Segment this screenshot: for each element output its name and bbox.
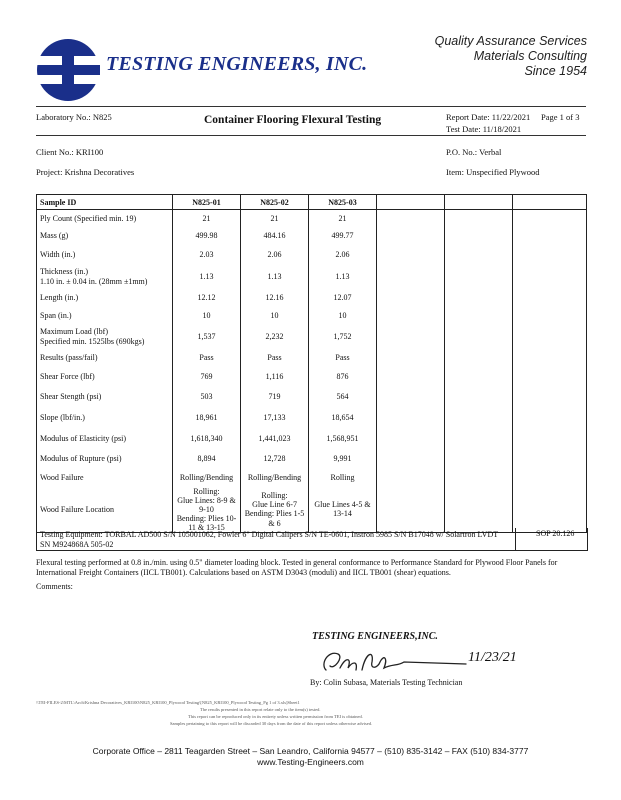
header-rule-bottom xyxy=(36,135,586,136)
row-empty-cell xyxy=(377,407,445,429)
table-row xyxy=(37,469,587,487)
company-name: TESTING ENGINEERS, INC. xyxy=(106,53,368,75)
row-label: Span (in.) xyxy=(37,307,173,325)
row-label: Maximum Load (lbf) Specified min. 1525lbs (690kgs) xyxy=(37,325,173,349)
row-empty-cell xyxy=(377,349,445,367)
row-value: 21 xyxy=(241,210,309,227)
signature-date: 11/23/21 xyxy=(468,650,517,665)
row-empty-cell xyxy=(377,289,445,307)
row-empty-cell xyxy=(445,487,513,533)
company-logo xyxy=(36,38,100,102)
row-label: Ply Count (Specified min. 19) xyxy=(37,210,173,227)
page-number: Page 1 of 3 xyxy=(541,112,580,122)
tagline-line-2: Materials Consulting xyxy=(473,49,587,63)
results-table xyxy=(36,194,587,533)
row-value: 12.12 xyxy=(173,289,241,307)
header-sample-id: Sample ID xyxy=(37,195,173,210)
table-row xyxy=(37,387,587,407)
row-empty-cell xyxy=(513,349,587,367)
report-date: Report Date: 11/22/2021 xyxy=(446,112,531,122)
row-value: 10 xyxy=(241,307,309,325)
row-label: Mass (g) xyxy=(37,227,173,245)
row-empty-cell xyxy=(377,367,445,387)
disclaimer-line-1: The results presented in this report relate only to the item(s) tested. xyxy=(200,707,321,712)
row-value: 1.13 xyxy=(241,265,309,289)
header-sample-2: N825-02 xyxy=(241,195,309,210)
row-empty-cell xyxy=(513,210,587,227)
row-value: 484.16 xyxy=(241,227,309,245)
row-empty-cell xyxy=(445,349,513,367)
row-value: 499.98 xyxy=(173,227,241,245)
test-notes: Flexural testing performed at 0.8 in./min. using 0.5" diameter loading block. Tested in general conformance to Performance Standard for Plywood Floor Panels for International Freight Containers (IICL TB001). Calculations based on ASTM D3043 (moduli) and IICL TB001 (shear) equations. xyxy=(36,558,558,577)
row-label: Thickness (in.) 1.10 in. ± 0.04 in. (28mm ±1mm) xyxy=(37,265,173,289)
row-value: 2.06 xyxy=(309,245,377,265)
table-row xyxy=(37,227,587,245)
table-row xyxy=(37,307,587,325)
row-value: Glue Lines 4-5 & 13-14 xyxy=(309,487,377,533)
row-empty-cell xyxy=(513,387,587,407)
row-empty-cell xyxy=(377,387,445,407)
row-value: 18,654 xyxy=(309,407,377,429)
row-empty-cell xyxy=(377,449,445,469)
report-title: Container Flooring Flexural Testing xyxy=(204,114,382,126)
signature-company: TESTING ENGINEERS,INC. xyxy=(312,631,438,642)
row-empty-cell xyxy=(445,210,513,227)
table-row xyxy=(37,325,587,349)
po-number: P.O. No.: Verbal xyxy=(446,147,502,157)
comments-label: Comments: xyxy=(36,582,73,591)
row-empty-cell xyxy=(445,227,513,245)
row-empty-cell xyxy=(377,429,445,449)
row-value: 9,991 xyxy=(309,449,377,469)
row-empty-cell xyxy=(445,307,513,325)
header-sample-3: N825-03 xyxy=(309,195,377,210)
table-row xyxy=(37,265,587,289)
tagline-line-3: Since 1954 xyxy=(524,64,587,78)
row-empty-cell xyxy=(513,449,587,469)
row-empty-cell xyxy=(513,245,587,265)
equipment-text: Testing Equipment: TORBAL AD500 S/N 105001062, Fowler 6" Digital Calipers S/N TE-0601, Instron 5985 S/N B17048 w/ Solartron LVDT SN M924868A 505-02 xyxy=(40,530,498,549)
row-label: Modulus of Rupture (psi) xyxy=(37,449,173,469)
row-empty-cell xyxy=(445,245,513,265)
row-empty-cell xyxy=(445,407,513,429)
table-row xyxy=(37,487,587,533)
row-empty-cell xyxy=(513,487,587,533)
table-row xyxy=(37,429,587,449)
test-date: Test Date: 11/18/2021 xyxy=(446,124,522,134)
row-value: 17,133 xyxy=(241,407,309,429)
row-value: 1,441,023 xyxy=(241,429,309,449)
row-empty-cell xyxy=(377,245,445,265)
client-number: Client No.: KRI100 xyxy=(36,147,104,157)
item-description: Item: Unspecified Plywood xyxy=(446,167,540,177)
row-value: 1,568,951 xyxy=(309,429,377,449)
row-value: 12.16 xyxy=(241,289,309,307)
row-label: Shear Force (lbf) xyxy=(37,367,173,387)
sop-number: SOP 20.126 xyxy=(515,528,574,550)
table-row xyxy=(37,407,587,429)
row-value: Pass xyxy=(309,349,377,367)
row-empty-cell xyxy=(513,325,587,349)
row-value: 8,894 xyxy=(173,449,241,469)
row-empty-cell xyxy=(445,289,513,307)
row-value: 2.06 xyxy=(241,245,309,265)
row-value: 21 xyxy=(173,210,241,227)
row-label: Wood Failure Location xyxy=(37,487,173,533)
footer-address: Corporate Office – 2811 Teagarden Street – San Leandro, California 94577 – (510) 835-3142 – FAX (510) 834-3777 xyxy=(92,746,529,756)
footer-website: www.Testing-Engineers.com xyxy=(257,757,364,767)
lab-number: Laboratory No.: N825 xyxy=(36,112,112,122)
header-sample-1: N825-01 xyxy=(173,195,241,210)
table-row xyxy=(37,210,587,227)
table-row xyxy=(37,449,587,469)
table-row xyxy=(37,245,587,265)
row-value: 876 xyxy=(309,367,377,387)
row-empty-cell xyxy=(445,429,513,449)
row-empty-cell xyxy=(377,227,445,245)
row-empty-cell xyxy=(513,307,587,325)
row-value: 1.13 xyxy=(309,265,377,289)
header-empty-2 xyxy=(445,195,513,210)
disclaimer-line-2: This report can be reproduced only in its entirety unless written permission from TEI is obtained. xyxy=(188,714,363,719)
row-value: 1.13 xyxy=(173,265,241,289)
row-label: Shear Stength (psi) xyxy=(37,387,173,407)
row-value: Rolling: Glue Line 6-7 Bending: Plies 1-5 & 6 xyxy=(241,487,309,533)
row-empty-cell xyxy=(445,449,513,469)
table-row xyxy=(37,349,587,367)
row-value: Pass xyxy=(241,349,309,367)
row-empty-cell xyxy=(513,265,587,289)
row-empty-cell xyxy=(377,307,445,325)
row-empty-cell xyxy=(377,210,445,227)
row-empty-cell xyxy=(377,487,445,533)
row-empty-cell xyxy=(513,227,587,245)
table-row xyxy=(37,289,587,307)
row-value: 503 xyxy=(173,387,241,407)
row-empty-cell xyxy=(513,407,587,429)
row-label: Width (in.) xyxy=(37,245,173,265)
row-value: 719 xyxy=(241,387,309,407)
row-value: 769 xyxy=(173,367,241,387)
row-empty-cell xyxy=(513,469,587,487)
row-value: 499.77 xyxy=(309,227,377,245)
row-value: Pass xyxy=(173,349,241,367)
row-empty-cell xyxy=(377,265,445,289)
equipment-row xyxy=(36,528,588,551)
row-value: 2.03 xyxy=(173,245,241,265)
signer-name: By: Colin Subasa, Materials Testing Technician xyxy=(310,678,463,687)
row-value: Rolling: Glue Lines: 8-9 & 9-10 Bending: Plies 10- 11 & 13-15 xyxy=(173,487,241,533)
row-label: Slope (lbf/in.) xyxy=(37,407,173,429)
table-header-row xyxy=(37,195,587,210)
row-value: 1,116 xyxy=(241,367,309,387)
tagline-line-1: Quality Assurance Services xyxy=(434,34,587,48)
row-value: 21 xyxy=(309,210,377,227)
disclaimer-line-3: Samples pertaining to this report will be discarded 30 days from the date of this report unless otherwise advised. xyxy=(170,721,373,726)
row-value: 12.07 xyxy=(309,289,377,307)
table-row xyxy=(37,367,587,387)
row-value: Rolling xyxy=(309,469,377,487)
row-label: Wood Failure xyxy=(37,469,173,487)
row-label: Results (pass/fail) xyxy=(37,349,173,367)
row-value: 564 xyxy=(309,387,377,407)
row-value: 18,961 xyxy=(173,407,241,429)
row-value: 1,752 xyxy=(309,325,377,349)
row-value: 12,728 xyxy=(241,449,309,469)
row-empty-cell xyxy=(513,289,587,307)
project-name: Project: Krishna Decoratives xyxy=(36,167,135,177)
row-value: 2,232 xyxy=(241,325,309,349)
row-value: Rolling/Bending xyxy=(241,469,309,487)
file-path: \\TEI-FILES-2\MTL\Arch\Krishna Decoratives_KRI100\N825_KRI100_Plywood Testing\[N825_KRI100_Plywood Testing_Pg 1 of 3.xls]Sheet1 xyxy=(36,700,300,705)
row-empty-cell xyxy=(513,367,587,387)
row-value: Rolling/Bending xyxy=(173,469,241,487)
header-rule-top xyxy=(36,106,586,107)
row-empty-cell xyxy=(445,469,513,487)
row-empty-cell xyxy=(513,429,587,449)
row-empty-cell xyxy=(377,325,445,349)
row-empty-cell xyxy=(445,387,513,407)
row-empty-cell xyxy=(445,265,513,289)
row-empty-cell xyxy=(377,469,445,487)
row-value: 1,618,340 xyxy=(173,429,241,449)
row-value: 10 xyxy=(309,307,377,325)
row-value: 1,537 xyxy=(173,325,241,349)
row-empty-cell xyxy=(445,325,513,349)
header-empty-3 xyxy=(513,195,587,210)
row-label: Length (in.) xyxy=(37,289,173,307)
row-empty-cell xyxy=(445,367,513,387)
row-label: Modulus of Elasticity (psi) xyxy=(37,429,173,449)
row-value: 10 xyxy=(173,307,241,325)
header-empty-1 xyxy=(377,195,445,210)
